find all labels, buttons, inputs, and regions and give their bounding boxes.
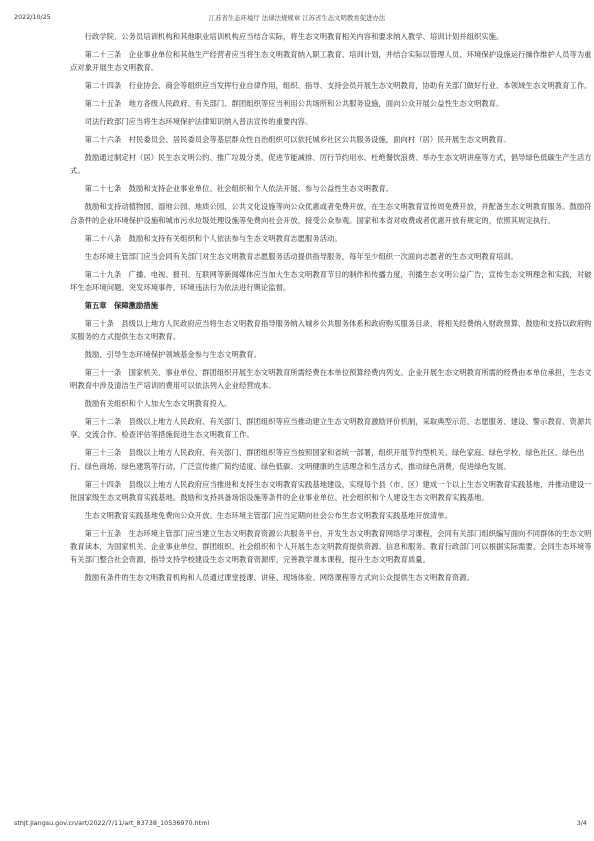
article-paragraph: 第三十一条 国家机关、事业单位、群团组织开展生态文明教育所需经费在本单位预算经费内列支。企业开展生态文明教育所需的经费由本单位承担，生态文明教育中涉及清洁生产培训的费用可以依法列入企业经营成本。	[70, 368, 592, 391]
page-title: 江苏省生态环境厅 法律法规规章 江苏省生态文明教育促进办法	[208, 14, 386, 22]
article-body	[70, 30, 594, 810]
article-paragraph: 行政学院、公务员培训机构和其他职业培训机构应当结合实际，将生态文明教育相关内容和要求纳入教学、培训计划并组织实施。	[84, 32, 504, 41]
article-paragraph: 第三十二条 县级以上地方人民政府、有关部门、群团组织等应当推动建立生态文明教育激励评价机制，采取典型示范、志愿服务、建设、警示教育、资源共享、交流合作、检查评估等措施促进生态文明教育工作。	[70, 417, 592, 440]
page-number: 3/4	[576, 819, 587, 827]
print-date: 2022/10/25	[14, 13, 51, 21]
article-paragraph: 第二十五条 地方各级人民政府、有关部门、群团组织等应当利用公共场所和公共服务设施，面向公众开展公益性生态文明教育。	[84, 99, 504, 109]
print-footer	[0, 819, 594, 831]
article-paragraph: 第二十三条 企业事业单位和其他生产经营者应当将生态文明教育纳入职工教育、培训计划，并结合实际以管理人员、环境保护设施运行操作维护人员等为重点对象开展生态文明教育。	[70, 50, 592, 73]
article-paragraph: 第二十六条 村民委员会、居民委员会等基层群众性自治组织可以依托城乡社区公共服务设施，面向村（居）民开展生态文明教育。	[84, 135, 511, 145]
article-paragraph: 第三十四条 县级以上地方人民政府应当推进和支持生态文明教育实践基地建设，实现每个县（市、区）建成一个以上生态文明教育实践基地，并推动建设一批国家级生态文明教育实践基地。鼓励和支持具备场馆设施等条件的企业事业单位、社会组织和个人建设生态文明教育实践基地。	[70, 479, 592, 502]
article-paragraph: 第二十八条 鼓励和支持有关组织和个人依法参与生态文明教育志愿服务活动。	[84, 233, 342, 243]
article-paragraph: 鼓励有关组织和个人加大生态文明教育投入。	[84, 399, 232, 409]
article-paragraph: 第二十四条 行业协会、商会等组织应当发挥行业自律作用，组织、指导、支持会员开展生态文明教育，协助有关部门做好行业、本领域生态文明教育工作。	[84, 81, 592, 91]
article-paragraph: 司法行政部门应当将生态环境保护法律知识纳入普法宣传的重要内容。	[84, 117, 313, 127]
page-url: sthjt.jiangsu.gov.cn/art/2022/7/11/art_83738_10536970.html	[14, 819, 210, 827]
chapter-heading: 第五章 保障激励措施	[84, 300, 159, 310]
article-paragraph: 第三十五条 生态环境主管部门应当建立生态文明教育资源公共服务平台，开发生态文明教育网络学习课程，会同有关部门组织编写面向不同群体的生态文明教育读本，为国家机关、企业事业单位、群团组织、社会组织和个人开展生态文明教育提供资源、信息和服务。教育行政部门可以根据实际需要，会同生态环境等有关部门整合社会资源，指导支持学校建设生态文明教育资源库，完善教学课本课程，提升生态文明教育质量。	[70, 528, 592, 565]
article-paragraph: 鼓励和支持动植物园、湿地公园、地质公园、公共文化设施等向公众优惠或者免费开放，在生态文明教育宣传周免费开放，并配备生态文明教育服务。鼓励符合条件的企业环境保护设施和城市污水垃圾处理设施等免费向社会开放，接受公众参观。国家和本省对收费或者优惠开放有规定的，依照其规定执行。	[70, 202, 592, 225]
article-paragraph: 第二十九条 广播、电视、报刊、互联网等新闻媒体应当加大生态文明教育节目的制作和传播力度，刊播生态文明公益广告，宣传生态文明理念和实践，对破坏生态环境问题、突发环境事件、环境违法行为依法进行舆论监督。	[70, 269, 592, 292]
article-paragraph: 第三十三条 县级以上地方人民政府、有关部门、群团组织等应当按照国家和省统一部署，组织开展节约型机关、绿色家庭、绿色学校、绿色社区、绿色出行、绿色商场、绿色建筑等行动，广泛宣传推广简约适度、绿色低碳、文明健康的生活理念和生活方式，推动绿色消费，促进绿色发展。	[70, 448, 585, 471]
article-paragraph: 鼓励通过制定村（居）民生态文明公约、推广垃圾分类、促进节能减排、厉行节约用水、杜绝餐饮浪费、举办生态文明讲座等方式，倡导绿色低碳生产生活方式。	[70, 153, 592, 176]
article-paragraph: 第二十七条 鼓励和支持企业事业单位、社会组织和个人依法开展、参与公益性生态文明教育。	[84, 184, 394, 194]
article-paragraph: 鼓励有条件的生态文明教育机构和人员通过课堂授课、讲座、现场体验、网络课程等方式向公众提供生态文明教育资源。	[84, 573, 474, 583]
article-paragraph: 生态环境主管部门应当会同有关部门对生态文明教育志愿服务活动提供指导服务，每年至少组织一次面向志愿者的生态文明教育培训。	[84, 251, 519, 261]
article-paragraph: 第三十条 县级以上地方人民政府应当将生态文明教育指导服务纳入城乡公共服务体系和政府购买服务目录，将相关经费纳入财政预算，鼓励和支持以政府购买服务的方式提供生态文明教育。	[70, 318, 592, 342]
print-header	[0, 13, 594, 25]
article-paragraph: 鼓励、引导生态环境保护领域基金参与生态文明教育。	[84, 350, 261, 360]
article-paragraph: 生态文明教育实践基地免费向公众开放。生态环境主管部门应当定期向社会公布生态文明教育实践基地开放清单。	[84, 510, 452, 520]
